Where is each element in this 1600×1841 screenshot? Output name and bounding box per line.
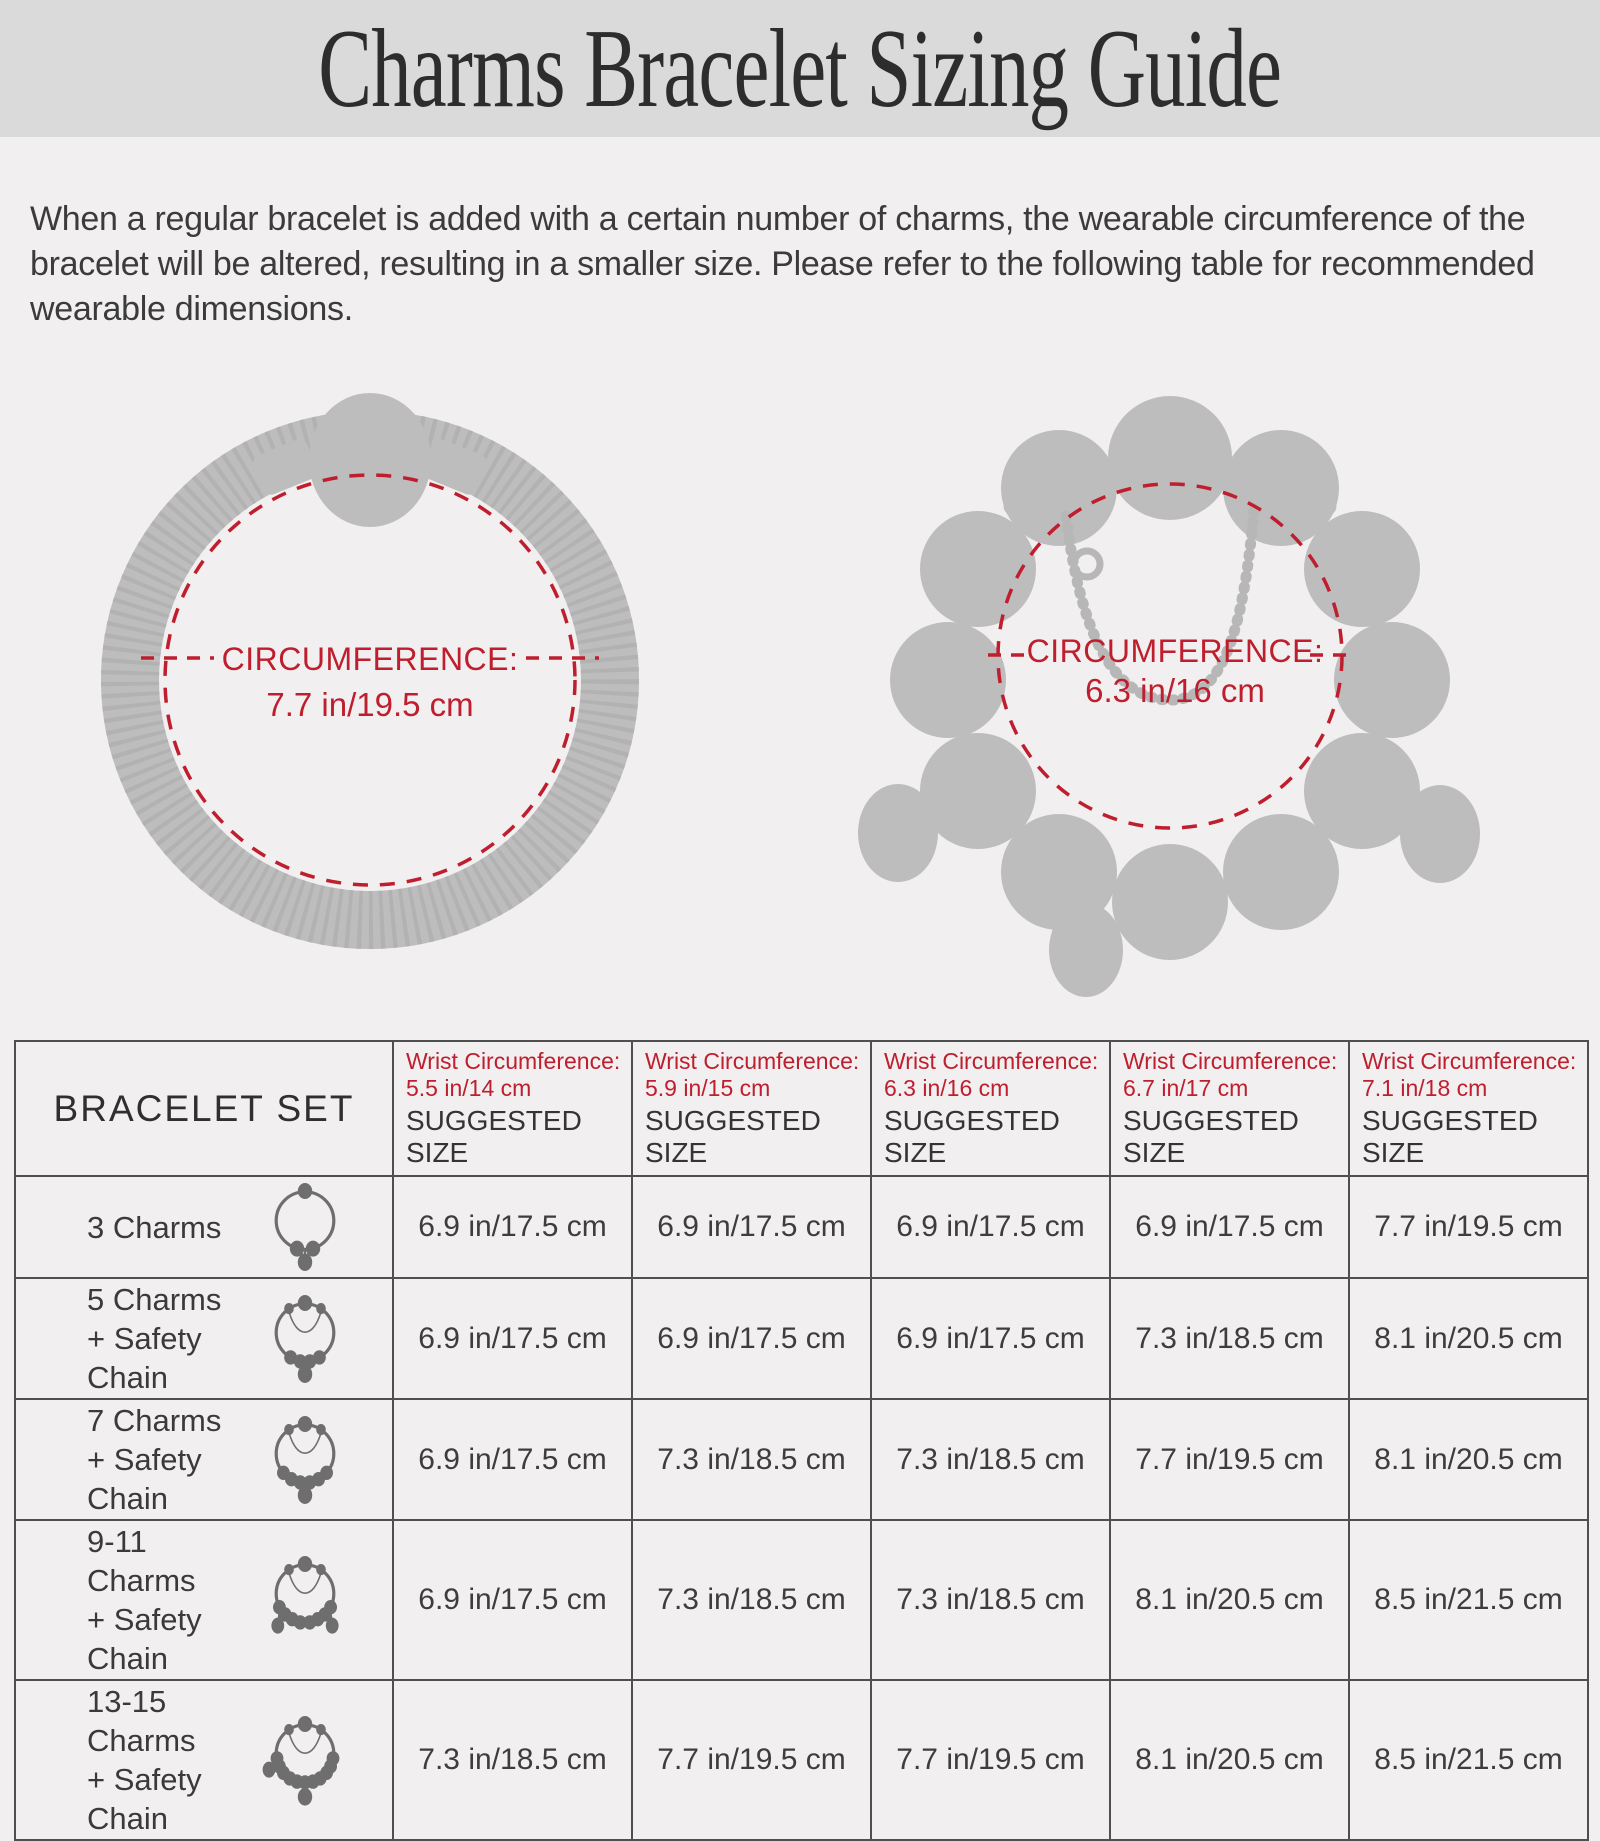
wrist-circumference-value: 6.7 in/17 cm — [1123, 1075, 1249, 1101]
size-cell: 8.1 in/20.5 cm — [1349, 1278, 1588, 1399]
size-cell: 6.9 in/17.5 cm — [393, 1176, 632, 1278]
suggested-size-label: SUGGESTED SIZE — [406, 1105, 582, 1168]
bracelet-figures — [0, 368, 1600, 1024]
charm-bead — [1223, 814, 1339, 930]
set-label: 5 Charms — [87, 1282, 222, 1317]
circumference-label: CIRCUMFERENCE: — [1026, 633, 1324, 669]
size-cell: 7.3 in/18.5 cm — [1110, 1278, 1349, 1399]
bracelet-7-charms-safety-chain-icon — [257, 1412, 353, 1508]
size-cell: 8.1 in/20.5 cm — [1110, 1520, 1349, 1680]
bracelet-5-charms-safety-chain-icon — [257, 1291, 353, 1387]
size-cell: 7.3 in/18.5 cm — [393, 1680, 632, 1840]
set-sublabel: + Safety Chain — [87, 1762, 202, 1836]
circumference-value: 6.3 in/16 cm — [1085, 672, 1265, 709]
set-cell — [15, 1520, 393, 1680]
wrist-circumference-label: Wrist Circumference: — [1362, 1048, 1577, 1074]
suggested-size-label: SUGGESTED SIZE — [1123, 1105, 1299, 1168]
size-cell: 6.9 in/17.5 cm — [632, 1278, 871, 1399]
set-cell — [15, 1680, 393, 1840]
size-cell: 8.5 in/21.5 cm — [1349, 1680, 1588, 1840]
set-cell — [15, 1176, 393, 1278]
set-sublabel: + Safety Chain — [87, 1321, 202, 1395]
set-label: 3 Charms — [87, 1209, 222, 1245]
column-header-wrist-17cm — [1110, 1041, 1349, 1176]
set-cell — [15, 1278, 393, 1399]
page-title: Charms Bracelet Sizing Guide — [318, 6, 1282, 131]
column-header-wrist-15cm — [632, 1041, 871, 1176]
table-row-7-charms — [15, 1399, 1588, 1520]
size-cell: 6.9 in/17.5 cm — [1110, 1176, 1349, 1278]
set-sublabel: + Safety Chain — [87, 1442, 202, 1516]
charm-bead — [1001, 430, 1117, 546]
dangle-charm-bottom — [1049, 903, 1123, 997]
size-cell: 7.7 in/19.5 cm — [871, 1680, 1110, 1840]
wrist-circumference-label: Wrist Circumference: — [884, 1048, 1099, 1074]
size-cell: 8.1 in/20.5 cm — [1110, 1680, 1349, 1840]
set-label: 13-15 Charms — [87, 1684, 196, 1758]
size-cell: 6.9 in/17.5 cm — [393, 1278, 632, 1399]
wrist-circumference-label: Wrist Circumference: — [406, 1048, 621, 1074]
charm-bead — [1108, 396, 1232, 520]
charm-bracelet-figure — [858, 396, 1480, 997]
charm-bead — [890, 622, 1006, 738]
wrist-circumference-value: 5.5 in/14 cm — [406, 1075, 532, 1101]
set-label: 7 Charms — [87, 1403, 222, 1438]
size-cell: 6.9 in/17.5 cm — [393, 1399, 632, 1520]
circumference-label: CIRCUMFERENCE: — [221, 641, 519, 677]
set-sublabel: + Safety Chain — [87, 1602, 202, 1676]
sizing-table — [14, 1040, 1589, 1841]
suggested-size-label: SUGGESTED SIZE — [1362, 1105, 1538, 1168]
charm-bead — [1112, 844, 1228, 960]
size-cell: 7.3 in/18.5 cm — [871, 1520, 1110, 1680]
size-cell: 6.9 in/17.5 cm — [393, 1520, 632, 1680]
wrist-circumference-label: Wrist Circumference: — [645, 1048, 860, 1074]
size-cell: 7.3 in/18.5 cm — [871, 1399, 1110, 1520]
suggested-size-label: SUGGESTED SIZE — [884, 1105, 1060, 1168]
column-header-wrist-18cm — [1349, 1041, 1588, 1176]
table-row-9-11-charms — [15, 1520, 1588, 1680]
clasp-bead — [309, 393, 431, 527]
size-cell: 6.9 in/17.5 cm — [871, 1176, 1110, 1278]
table-row-13-15-charms — [15, 1680, 1588, 1840]
column-header-wrist-16cm — [871, 1041, 1110, 1176]
plain-bracelet-figure — [130, 393, 610, 920]
table-row-3-charms — [15, 1176, 1588, 1278]
charm-bead — [1334, 622, 1450, 738]
intro-paragraph: When a regular bracelet is added with a certain number of charms, the wearable circumference of the bracelet will be altered, resulting in a smaller size. Please refer to the following table for recommended wearable dimensions. — [30, 200, 1535, 328]
bracelet-3-charms-icon — [257, 1179, 353, 1275]
size-cell: 7.7 in/19.5 cm — [632, 1680, 871, 1840]
set-label: 9-11 Charms — [87, 1524, 196, 1598]
size-cell: 7.7 in/19.5 cm — [1349, 1176, 1588, 1278]
size-cell: 8.1 in/20.5 cm — [1349, 1399, 1588, 1520]
dangle-charm-left — [858, 784, 938, 882]
bracelet-13-15-charms-safety-chain-icon — [257, 1712, 353, 1808]
size-cell: 7.3 in/18.5 cm — [632, 1520, 871, 1680]
size-cell: 6.9 in/17.5 cm — [871, 1278, 1110, 1399]
wrist-circumference-value: 6.3 in/16 cm — [884, 1075, 1010, 1101]
header-band — [0, 0, 1600, 137]
size-cell: 7.3 in/18.5 cm — [632, 1399, 871, 1520]
suggested-size-label: SUGGESTED SIZE — [645, 1105, 821, 1168]
circumference-dashed-circle — [165, 475, 575, 885]
bracelet-set-header: BRACELET SET — [15, 1041, 393, 1176]
circumference-value: 7.7 in/19.5 cm — [266, 686, 474, 723]
table-header-row — [15, 1041, 1588, 1176]
size-cell: 8.5 in/21.5 cm — [1349, 1520, 1588, 1680]
table-row-5-charms — [15, 1278, 1588, 1399]
wrist-circumference-value: 5.9 in/15 cm — [645, 1075, 771, 1101]
wrist-circumference-label: Wrist Circumference: — [1123, 1048, 1338, 1074]
charm-bead — [1304, 511, 1420, 627]
column-header-wrist-14cm — [393, 1041, 632, 1176]
dangle-charm-right — [1400, 785, 1480, 883]
size-cell: 6.9 in/17.5 cm — [632, 1176, 871, 1278]
bracelet-9-11-charms-safety-chain-icon — [257, 1552, 353, 1648]
size-cell: 7.7 in/19.5 cm — [1110, 1399, 1349, 1520]
wrist-circumference-value: 7.1 in/18 cm — [1362, 1075, 1488, 1101]
set-cell — [15, 1399, 393, 1520]
